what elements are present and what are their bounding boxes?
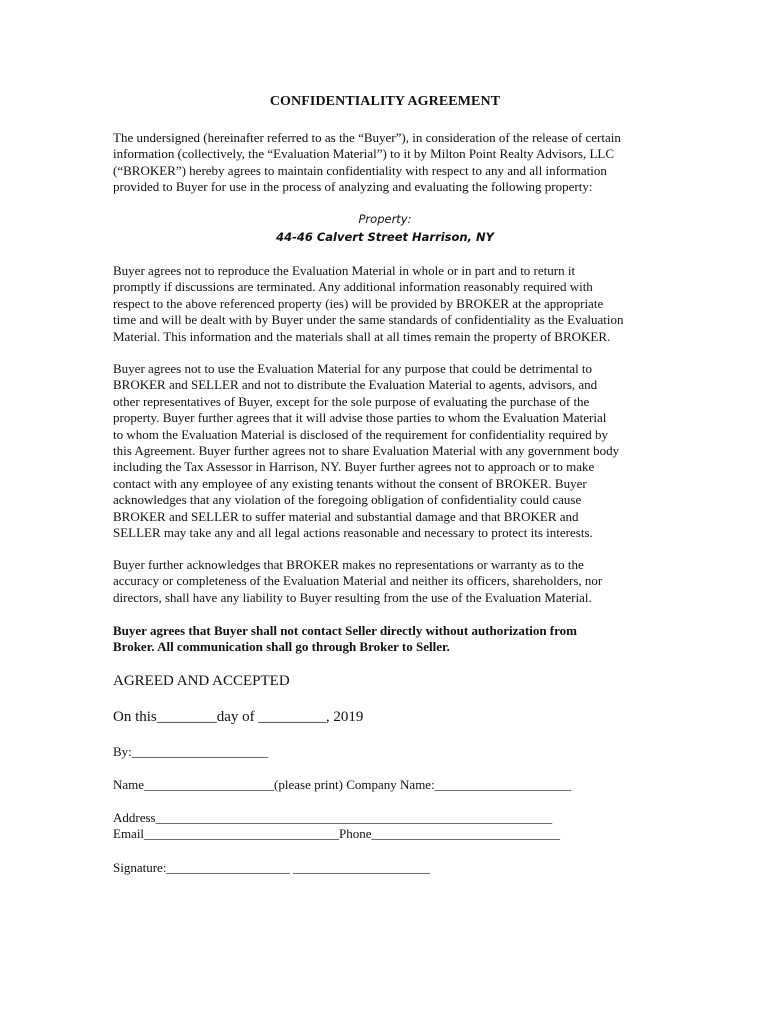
paragraph-line: contact with any employee of any existing tenants without the consent of BROKER. Buyer xyxy=(113,475,587,491)
paragraph-line: Buyer agrees not to use the Evaluation Material for any purpose that could be detrimental to xyxy=(113,361,593,376)
paragraph-line: this Agreement. Buyer further agrees not to share Evaluation Material with any government body xyxy=(113,443,620,459)
paragraph-reproduction xyxy=(113,263,661,345)
intro-paragraph xyxy=(113,130,661,196)
bold-line: Broker. All communication shall go through Broker to Seller. xyxy=(113,639,450,655)
paragraph-line: BROKER and SELLER and not to distribute the Evaluation Material to agents, advisors, and xyxy=(113,377,598,393)
paragraph-line: promptly if discussions are terminated. Any additional information reasonably required with xyxy=(113,279,593,295)
paragraph-line: respect to the above referenced property (ies) will be provided by BROKER at the appropriate xyxy=(113,295,604,311)
intro-line: provided to Buyer for use in the process of analyzing and evaluating the following property: xyxy=(113,179,593,195)
paragraph-line: Buyer further acknowledges that BROKER makes no representations or warranty as to the xyxy=(113,557,584,572)
property-label: Property: xyxy=(358,212,412,226)
paragraph-line: SELLER may take any and all legal actions reasonable and necessary to protect its interests. xyxy=(113,525,593,541)
intro-line: information (collectively, the “Evaluation Material”) to it by Milton Point Realty Advisors, LLC xyxy=(113,146,615,162)
paragraph-line: directors, shall have any liability to Buyer resulting from the use of the Evaluation Material. xyxy=(113,589,592,605)
intro-line: (“BROKER”) hereby agrees to maintain confidentiality with respect to any and all information xyxy=(113,162,607,178)
signature-field-line[interactable]: Signature:___________________ _____________________ xyxy=(113,860,430,875)
paragraph-line: BROKER and SELLER to suffer material and substantial damage and that BROKER and xyxy=(113,508,579,524)
name-company-field-line[interactable]: Name____________________(please print) Company Name:_____________________ xyxy=(113,777,572,792)
agreed-accepted-heading: AGREED AND ACCEPTED xyxy=(113,673,290,689)
intro-line: The undersigned (hereinafter referred to as the “Buyer”), in consideration of the release of certain xyxy=(113,130,621,145)
date-field-line[interactable]: On this________day of _________, 2019 xyxy=(113,709,364,725)
paragraph-line: time and will be dealt with by Buyer under the same standards of confidentiality as the Evaluation xyxy=(113,312,624,328)
paragraph-line: including the Tax Assessor in Harrison, NY. Buyer further agrees not to approach or to make xyxy=(113,459,595,475)
bold-line: Buyer agrees that Buyer shall not contact Seller directly without authorization from xyxy=(113,623,577,638)
property-address: 44-46 Calvert Street Harrison, NY xyxy=(276,230,494,244)
paragraph-line: to whom the Evaluation Material is disclosed of the requirement for confidentiality required by xyxy=(113,426,608,442)
paragraph-line: acknowledges that any violation of the foregoing obligation of confidentiality could cause xyxy=(113,492,582,508)
paragraph-use-restrictions xyxy=(113,361,661,541)
paragraph-line: other representatives of Buyer, except for the sole purpose of evaluating the purchase of the xyxy=(113,393,590,409)
paragraph-line: accuracy or completeness of the Evaluation Material and neither its officers, shareholders, nor xyxy=(113,573,603,589)
email-phone-field-line[interactable]: Email______________________________Phone_____________________________ xyxy=(113,826,561,841)
paragraph-no-contact xyxy=(113,623,661,656)
paragraph-no-warranty xyxy=(113,557,661,606)
by-field-line[interactable]: By:_____________________ xyxy=(113,744,269,759)
paragraph-line: Material. This information and the materials shall at all times remain the property of BROKER. xyxy=(113,328,611,344)
paragraph-line: Buyer agrees not to reproduce the Evaluation Material in whole or in part and to return it xyxy=(113,263,576,278)
address-field-line[interactable]: Address_____________________________________________________________ xyxy=(113,810,553,825)
paragraph-line: property. Buyer further agrees that it will advise those parties to whom the Evaluation Material xyxy=(113,410,607,426)
document-title: CONFIDENTIALITY AGREEMENT xyxy=(269,94,501,109)
